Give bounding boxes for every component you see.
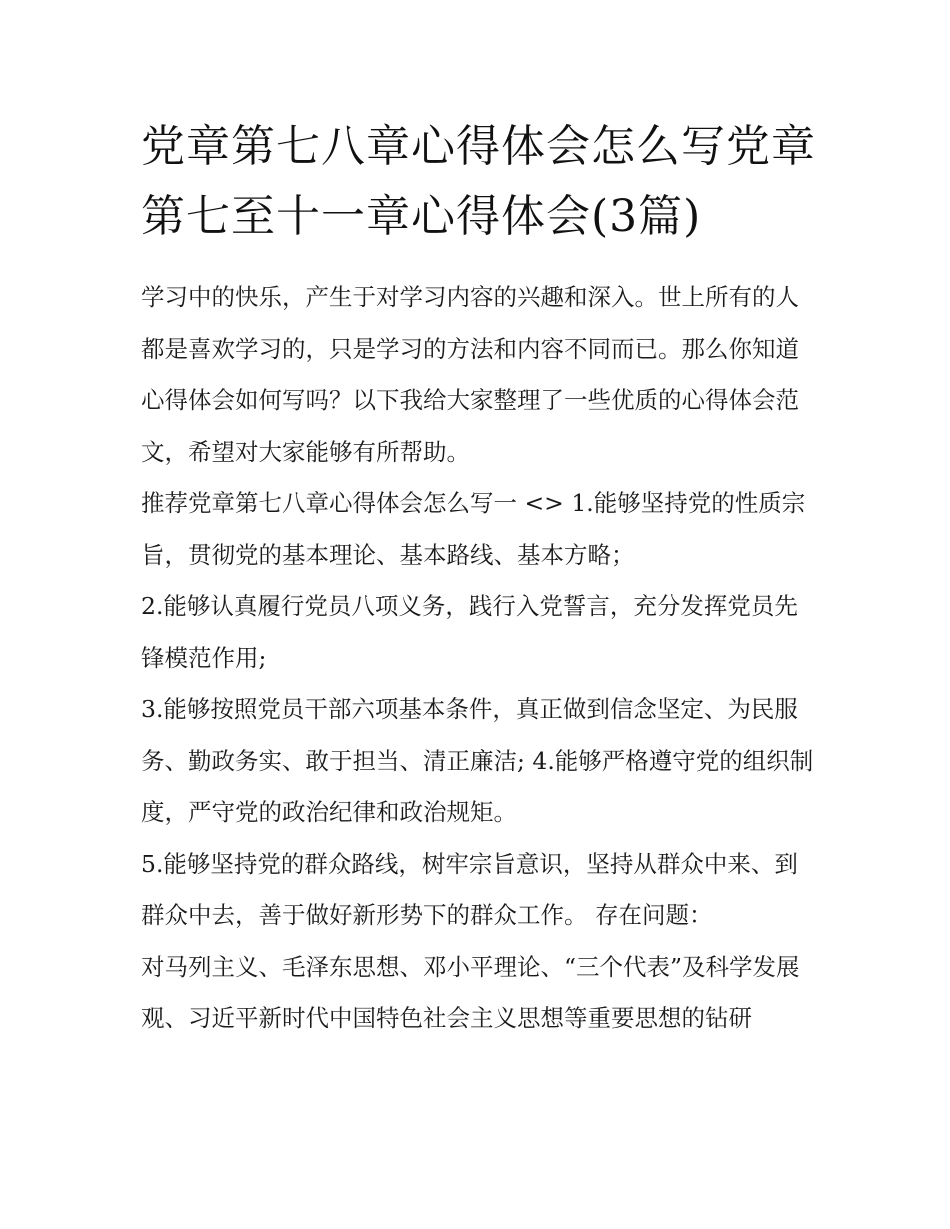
paragraph-item-2: 2.能够认真履行党员八项义务，践行入党誓言，充分发挥党员先锋模范作用;: [141, 592, 798, 672]
paragraph-item-3-4: 3.能够按照党员干部六项基本条件，真正做到信念坚定、为民服务、勤政务实、敢于担当、清正廉洁; 4.能够严格遵守党的组织制度，严守党的政治纪律和政治规矩。: [141, 695, 814, 826]
paragraph-intro: 学习中的快乐，产生于对学习内容的兴趣和深入。世上所有的人都是喜欢学习的，只是学习的方法和内容不同而已。那么你知道心得体会如何写吗？以下我给大家整理了一些优质的心得体会范文，希望对大家能够有所帮助。: [141, 283, 799, 466]
paragraph-problems: 对马列主义、毛泽东思想、邓小平理论、“三个代表”及科学发展观、习近平新时代中国特色社会主义思想等重要思想的钻研: [141, 952, 800, 1032]
document-title: 党章第七八章心得体会怎么写党章第七至十一章心得体会(3篇): [141, 121, 816, 242]
paragraph-item-5: 5.能够坚持党的群众路线，树牢宗旨意识，坚持从群众中来、到群众中去，善于做好新形势下的群众工作。 存在问题：: [141, 849, 798, 929]
paragraph-item-1: 推荐党章第七八章心得体会怎么写一 <> 1.能够坚持党的性质宗旨，贯彻党的基本理论、基本路线、基本方略；: [141, 489, 806, 569]
document-body: [141, 112, 821, 1045]
